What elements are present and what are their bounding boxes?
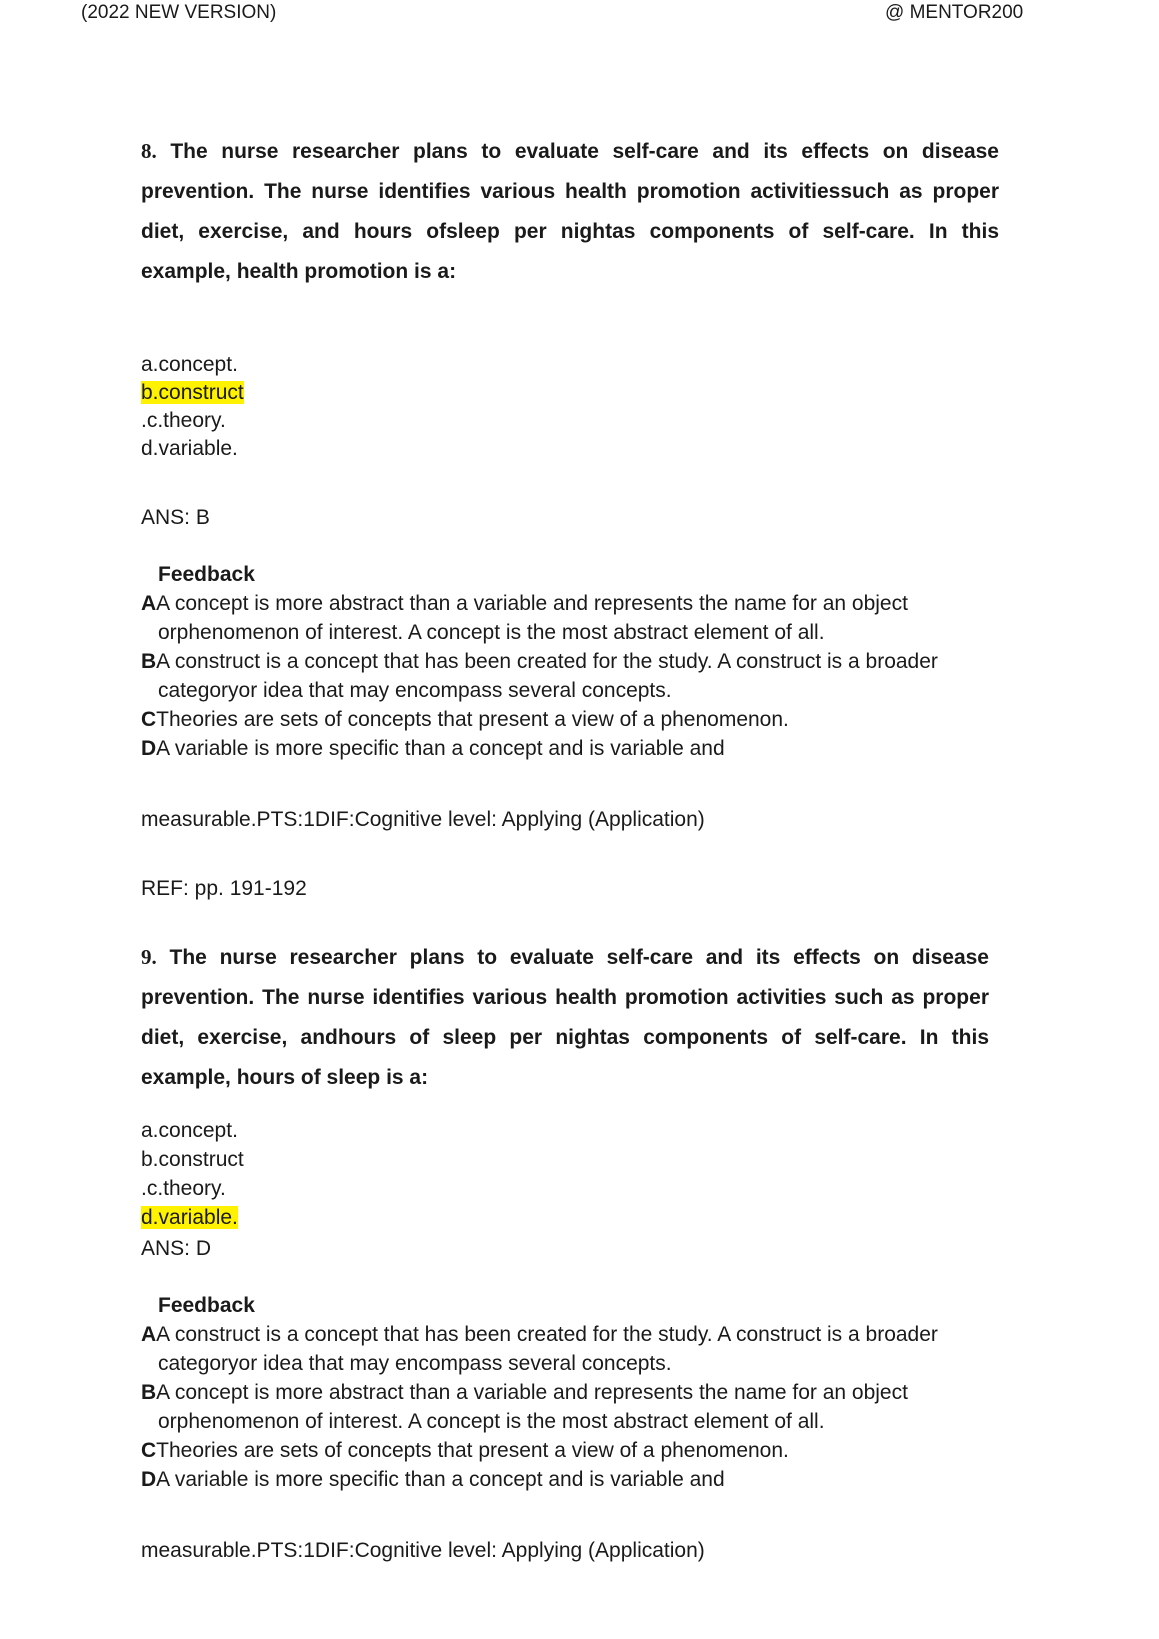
q8-answer: ANS: B xyxy=(141,506,210,529)
header-version: (2022 NEW VERSION) xyxy=(81,2,277,23)
q9-feedback-a: AA construct is a concept that has been created for the study. A construct is a broader categoryor idea that may encompass several concepts. xyxy=(141,1323,938,1375)
q8-feedback-a: AA concept is more abstract than a variable and represents the name for an object orphenomenon of interest. A concept is the most abstract element of all. xyxy=(141,592,908,644)
q8-feedback-list xyxy=(141,589,988,763)
q9-feedback-list xyxy=(141,1320,988,1494)
q9-option-b: b.construct xyxy=(141,1148,244,1171)
question-9-number: 9. xyxy=(141,945,157,969)
q9-option-a: a.concept. xyxy=(141,1119,238,1142)
q8-option-d: d.variable. xyxy=(141,437,238,460)
q9-answer: ANS: D xyxy=(141,1237,212,1260)
q8-feedback-b: BA construct is a concept that has been created for the study. A construct is a broader categoryor idea that may encompass several concepts. xyxy=(141,650,938,702)
q8-option-a: a.concept. xyxy=(141,353,238,376)
question-9-text: The nurse researcher plans to evaluate self-care and its effects on disease prevention. The nurse identifies various health promotion activities such as proper diet, exercise, andhours of sleep per nightas components of self-care. In this example, hours of sleep is a: xyxy=(141,946,989,1089)
q8-option-c: .c.theory. xyxy=(141,409,226,432)
q9-option-d-highlight: d.variable. xyxy=(141,1206,238,1229)
question-9 xyxy=(141,937,989,1098)
q8-pts-line: measurable.PTS:1DIF:Cognitive level: Applying (Application) xyxy=(141,808,705,831)
q8-option-b-highlight: b.construct xyxy=(141,381,244,404)
q8-feedback-heading: Feedback xyxy=(158,563,255,586)
q9-feedback-c: CTheories are sets of concepts that present a view of a phenomenon. xyxy=(141,1439,789,1462)
header-author: @ MENTOR200 xyxy=(885,2,1024,23)
q9-pts-line: measurable.PTS:1DIF:Cognitive level: Applying (Application) xyxy=(141,1539,705,1562)
q9-feedback-b: BA concept is more abstract than a variable and represents the name for an object orphenomenon of interest. A concept is the most abstract element of all. xyxy=(141,1381,908,1433)
q8-feedback-d: DA variable is more specific than a concept and is variable and xyxy=(141,737,725,760)
question-8-text: The nurse researcher plans to evaluate self-care and its effects on disease prevention. The nurse identifies various health promotion activitiessuch as proper diet, exercise, and hours ofsleep per nightas components of self-care. In this example, health promotion is a: xyxy=(141,140,999,283)
q8-reference: REF: pp. 191-192 xyxy=(141,877,307,900)
q9-feedback-d: DA variable is more specific than a concept and is variable and xyxy=(141,1468,725,1491)
q9-option-c: .c.theory. xyxy=(141,1177,226,1200)
question-8 xyxy=(141,131,999,292)
q8-option-b xyxy=(141,379,244,407)
q9-feedback-heading: Feedback xyxy=(158,1294,255,1317)
q9-option-d xyxy=(141,1204,238,1232)
q8-feedback-c: CTheories are sets of concepts that present a view of a phenomenon. xyxy=(141,708,789,731)
question-8-number: 8. xyxy=(141,139,157,163)
